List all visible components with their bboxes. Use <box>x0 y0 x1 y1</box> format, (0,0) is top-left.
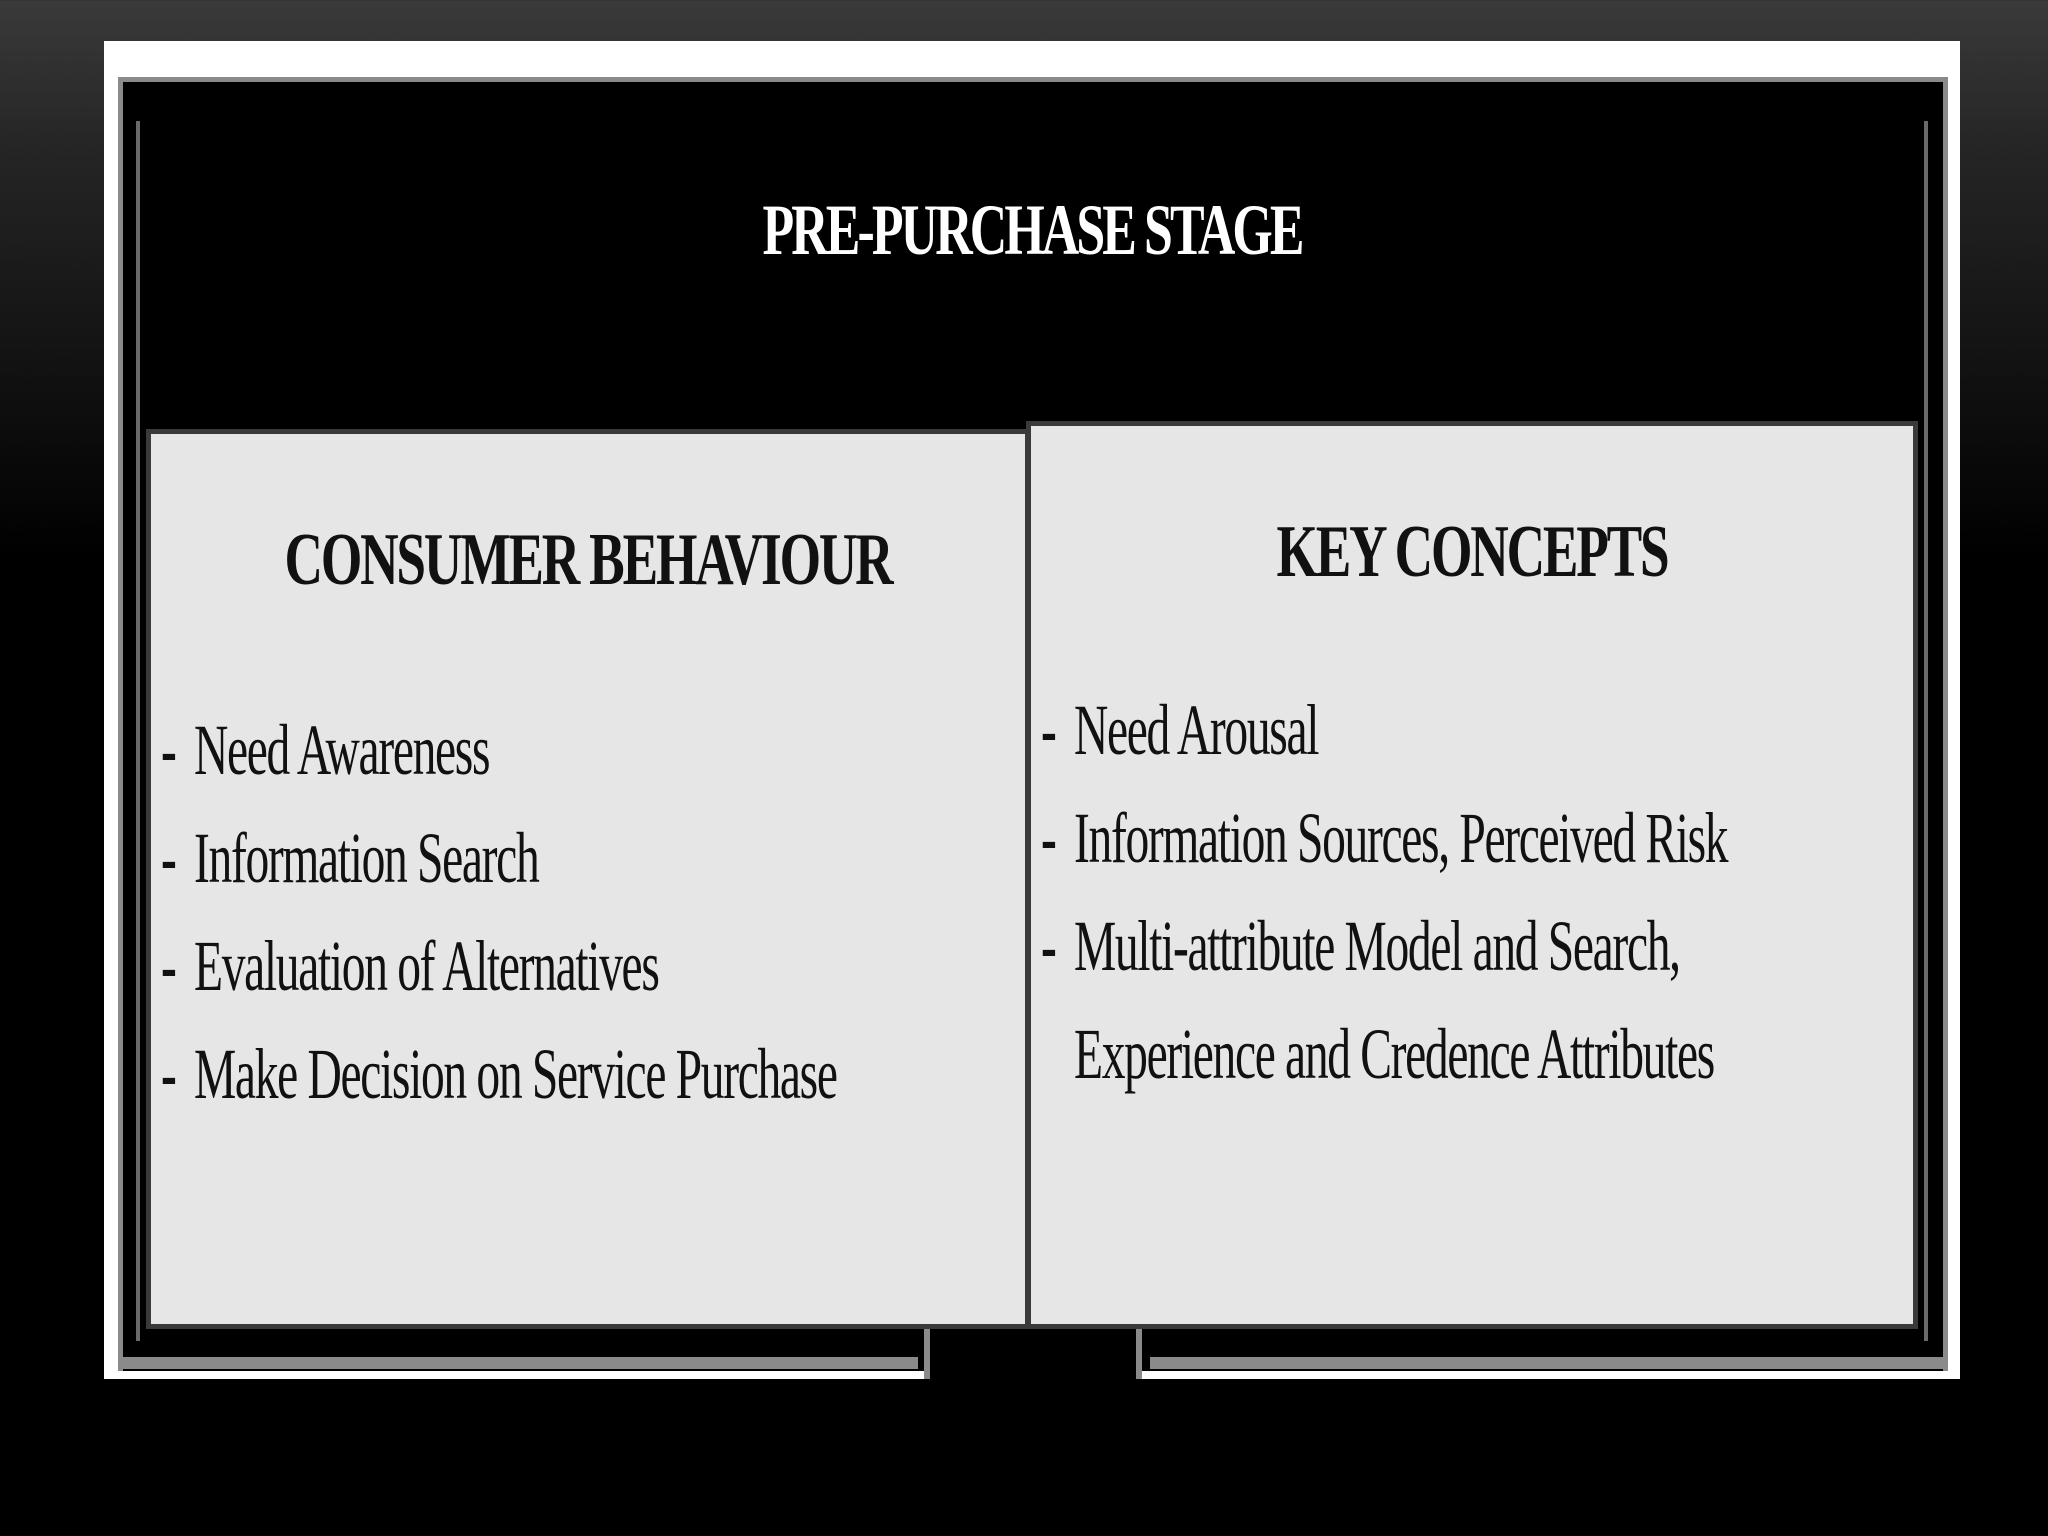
frame-bottom-bar-right <box>1150 1357 1948 1369</box>
list-item-text: Multi-attribute Model and Search, <box>1074 906 1680 986</box>
frame-bottom-bar-left <box>118 1357 918 1369</box>
list-item <box>161 912 837 1020</box>
list-item <box>161 696 837 804</box>
frame-inner-line-left <box>136 121 140 1341</box>
frame-bottom-gap <box>930 1341 1136 1379</box>
bullet-dash: - <box>161 710 176 790</box>
list-item <box>1041 784 1727 892</box>
consumer-behaviour-panel <box>146 429 1030 1329</box>
connector-left <box>924 1329 930 1379</box>
list-item <box>161 804 837 912</box>
connector-right <box>1136 1329 1142 1379</box>
key-concepts-panel <box>1026 421 1918 1329</box>
list-item-text: Information Search <box>194 818 539 898</box>
list-item-text: Make Decision on Service Purchase <box>194 1034 837 1114</box>
list-item-text: Experience and Credence Attributes <box>1074 1014 1714 1094</box>
list-item-text: Need Arousal <box>1074 690 1319 770</box>
header-title: PRE-PURCHASE STAGE <box>762 190 1302 270</box>
diagram-image <box>104 41 1960 1379</box>
list-item-continuation <box>1041 1000 1727 1108</box>
list-item-text: Information Sources, Perceived Risk <box>1074 798 1728 878</box>
key-concepts-heading: KEY CONCEPTS <box>1276 511 1668 593</box>
list-item <box>1041 676 1727 784</box>
list-item <box>161 1020 837 1128</box>
bullet-dash: - <box>161 818 176 898</box>
bullet-dash: - <box>1041 798 1056 878</box>
list-item-text: Evaluation of Alternatives <box>194 926 659 1006</box>
key-concepts-list <box>1041 676 2048 1108</box>
list-item-text: Need Awareness <box>194 710 490 790</box>
bullet-dash: - <box>1041 690 1056 770</box>
consumer-behaviour-heading: CONSUMER BEHAVIOUR <box>284 519 892 601</box>
list-item <box>1041 892 1727 1000</box>
bullet-dash: - <box>161 1034 176 1114</box>
bullet-dash: - <box>161 926 176 1006</box>
bullet-dash: - <box>1041 906 1056 986</box>
